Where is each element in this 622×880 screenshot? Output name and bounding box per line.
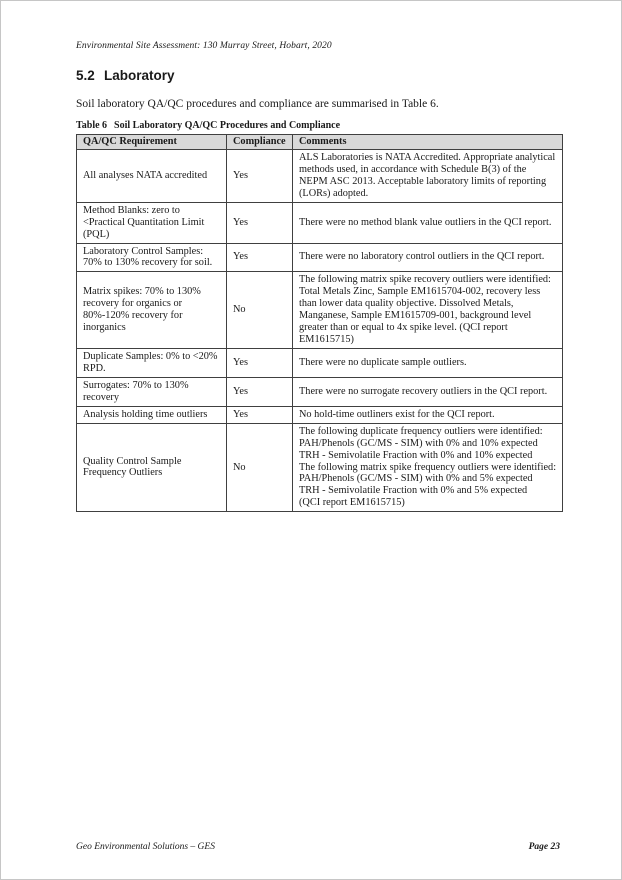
cell-requirement: Analysis holding time outliers (77, 406, 227, 423)
comment-line: There were no laboratory control outliers in the QCI report. (299, 251, 545, 263)
table-body (77, 149, 563, 511)
table-row (77, 349, 563, 378)
footer-company: Geo Environmental Solutions – GES (76, 842, 215, 852)
comment-line: There were no surrogate recovery outliers in the QCI report. (299, 385, 548, 397)
comment-line: The following matrix spike frequency outliers were identified: (299, 461, 557, 473)
section-heading (76, 68, 560, 83)
cell-comments (293, 202, 563, 243)
cell-comments (293, 149, 563, 202)
cell-compliance: Yes (227, 406, 293, 423)
cell-comments (293, 406, 563, 423)
comment-line: The following duplicate frequency outliers were identified: (299, 425, 543, 437)
table-row (77, 423, 563, 512)
cell-comments (293, 377, 563, 406)
comment-line: PAH/Phenols (GC/MS - SIM) with 0% and 5% expected (299, 473, 533, 485)
comment-line: There were no duplicate sample outliers. (299, 356, 467, 368)
cell-compliance: No (227, 423, 293, 512)
table-row (77, 406, 563, 423)
cell-comments (293, 243, 563, 272)
column-header: Comments (293, 135, 563, 150)
table-caption-title: Soil Laboratory QA/QC Procedures and Compliance (114, 120, 341, 131)
comment-line: The following matrix spike recovery outliers were identified: Total Metals Zinc, Sample EM1615704-002, recovery less than lower data quality objective. Dissolved Metals, Manganese, Sample EM1615709-001, background level greater than or equal to 4x spike level. (QCI report EM1615715) (299, 274, 551, 346)
running-header: Environmental Site Assessment: 130 Murray Street, Hobart, 2020 (76, 41, 332, 51)
table-row (77, 202, 563, 243)
cell-requirement: Laboratory Control Samples: 70% to 130% recovery for soil. (77, 243, 227, 272)
comment-line: PAH/Phenols (GC/MS - SIM) with 0% and 10% expected (299, 437, 538, 449)
cell-requirement: Duplicate Samples: 0% to <20% RPD. (77, 349, 227, 378)
cell-compliance: Yes (227, 377, 293, 406)
table-caption (76, 120, 560, 131)
comment-line: (QCI report EM1615715) (299, 497, 405, 509)
cell-comments (293, 272, 563, 349)
footer-page-number: Page 23 (528, 842, 560, 852)
cell-compliance: No (227, 272, 293, 349)
comment-line: There were no method blank value outliers in the QCI report. (299, 216, 552, 228)
cell-requirement: Quality Control Sample Frequency Outliers (77, 423, 227, 512)
comment-line: TRH - Semivolatile Fraction with 0% and 5% expected (299, 485, 528, 497)
cell-requirement: All analyses NATA accredited (77, 149, 227, 202)
cell-requirement: Surrogates: 70% to 130% recovery (77, 377, 227, 406)
comment-line: No hold-time outliners exist for the QCI report. (299, 408, 495, 420)
cell-compliance: Yes (227, 149, 293, 202)
table-caption-label: Table 6 (76, 120, 108, 131)
page-footer (76, 842, 560, 852)
cell-compliance: Yes (227, 202, 293, 243)
cell-compliance: Yes (227, 349, 293, 378)
cell-requirement: Matrix spikes: 70% to 130% recovery for organics or 80%-120% recovery for inorganics (77, 272, 227, 349)
table-row (77, 149, 563, 202)
cell-compliance: Yes (227, 243, 293, 272)
cell-comments (293, 423, 563, 512)
column-header: Compliance (227, 135, 293, 150)
section-title: Laboratory (104, 68, 175, 83)
comment-line: ALS Laboratories is NATA Accredited. Appropriate analytical methods used, in accordance with Schedule B(3) of the NEPM ASC 2013. Acceptable laboratory limits of reporting (LORs) adopted. (299, 151, 556, 199)
cell-comments (293, 349, 563, 378)
table-row (77, 377, 563, 406)
table-header-row (77, 135, 563, 150)
qaqc-compliance-table (76, 134, 563, 512)
intro-paragraph: Soil laboratory QA/QC procedures and compliance are summarised in Table 6. (76, 98, 439, 110)
table-row (77, 243, 563, 272)
table-row (77, 272, 563, 349)
section-number: 5.2 (76, 68, 95, 83)
comment-line: TRH - Semivolatile Fraction with 0% and 10% expected (299, 449, 533, 461)
cell-requirement: Method Blanks: zero to <Practical Quantitation Limit (PQL) (77, 202, 227, 243)
column-header: QA/QC Requirement (77, 135, 227, 150)
